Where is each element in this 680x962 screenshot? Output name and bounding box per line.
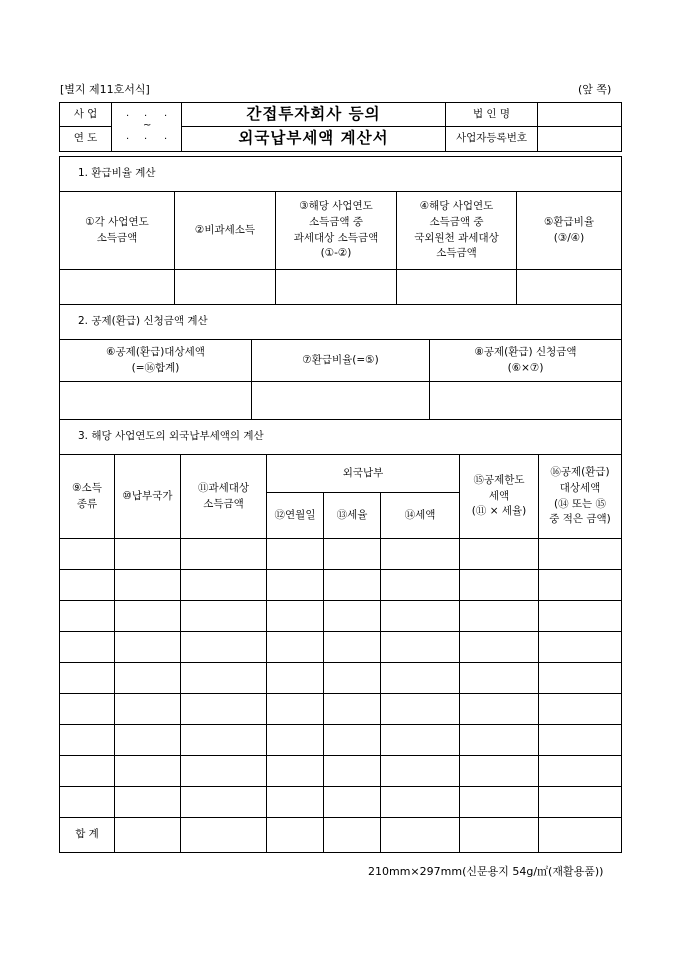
col13-header: ⑬세율 (324, 493, 381, 539)
business-year-label-line1: 사 업 (60, 103, 112, 127)
section3-title: 3. 해당 사업연도의 외국납부세액의 계산 (60, 420, 622, 455)
header-line: ③해당 사업연도 (299, 200, 373, 212)
table-cell[interactable] (324, 570, 381, 601)
table-cell[interactable] (181, 787, 267, 818)
header-line: 소득금액 (436, 247, 477, 260)
table-cell[interactable] (539, 570, 622, 601)
header-line: 국외원천 과세대상 (414, 231, 499, 244)
section1-title: 1. 환급비율 계산 (60, 157, 622, 192)
header-line: ⑧공제(환급) 신청금액 (474, 345, 577, 358)
income-amount-field[interactable] (60, 270, 175, 305)
table-cell[interactable] (267, 570, 324, 601)
col1-header (60, 192, 175, 270)
table-row (60, 787, 622, 818)
table-cell[interactable] (60, 756, 115, 787)
table-cell[interactable] (324, 539, 381, 570)
col6-header (60, 340, 252, 382)
total-cell[interactable] (115, 818, 181, 853)
date-tilde: ~ (143, 120, 152, 131)
total-cell[interactable] (539, 818, 622, 853)
table-row (60, 663, 622, 694)
table-cell[interactable] (324, 601, 381, 632)
table-row (60, 601, 622, 632)
table-cell[interactable] (460, 570, 539, 601)
table-cell[interactable] (381, 663, 460, 694)
table-cell[interactable] (181, 663, 267, 694)
table-cell[interactable] (115, 632, 181, 663)
foreign-source-income-field[interactable] (397, 270, 517, 305)
foreign-tax-rows (60, 539, 622, 818)
table-cell[interactable] (267, 787, 324, 818)
header-line: (⑭ 또는 ⑮ (553, 497, 607, 510)
reg-no-label: 사업자등록번호 (446, 127, 538, 151)
refund-request-amount-field[interactable] (430, 382, 622, 420)
table-cell[interactable] (181, 725, 267, 756)
col11-header (181, 455, 267, 539)
table-cell[interactable] (381, 539, 460, 570)
paper-spec-footer: 210mm×297mm(신문용지 54g/㎡(재활용품)) (368, 865, 604, 878)
table-cell[interactable] (539, 694, 622, 725)
table-cell[interactable] (60, 539, 115, 570)
table-cell[interactable] (381, 570, 460, 601)
table-cell[interactable] (460, 601, 539, 632)
total-cell[interactable] (324, 818, 381, 853)
header-line: 중 적은 금액) (549, 513, 611, 526)
col15-header (460, 455, 539, 539)
total-cell[interactable] (267, 818, 324, 853)
nontaxable-income-field[interactable] (175, 270, 276, 305)
table-cell[interactable] (60, 787, 115, 818)
form-title-line2: 외국납부세액 계산서 (182, 127, 446, 151)
table-cell[interactable] (267, 756, 324, 787)
table-cell[interactable] (267, 601, 324, 632)
header-line: (⑪ × 세율) (471, 505, 527, 518)
header-table (59, 102, 622, 152)
table-cell[interactable] (381, 632, 460, 663)
deductible-tax-field[interactable] (60, 382, 252, 420)
table-cell[interactable] (115, 570, 181, 601)
col10-header: ⑩납부국가 (115, 455, 181, 539)
total-cell[interactable] (181, 818, 267, 853)
foreign-paid-header: 외국납부 (267, 455, 460, 493)
table-cell[interactable] (381, 694, 460, 725)
table-cell[interactable] (267, 539, 324, 570)
date-dot: · (126, 111, 130, 122)
col4-header (397, 192, 517, 270)
business-year-period-field[interactable] (112, 103, 182, 152)
table-cell[interactable] (539, 663, 622, 694)
form-number: [별지 제11호서식] (60, 83, 150, 96)
table-cell[interactable] (60, 725, 115, 756)
table-row (60, 756, 622, 787)
col9-header (60, 455, 115, 539)
refund-ratio-copy-field[interactable] (252, 382, 430, 420)
table-cell[interactable] (539, 787, 622, 818)
header-line: ⑪과세대상 (197, 481, 250, 494)
table-cell[interactable] (381, 787, 460, 818)
date-dot: · (126, 134, 130, 145)
table-cell[interactable] (460, 694, 539, 725)
header-line: ⑤환급비율 (544, 215, 594, 228)
reg-no-field[interactable] (538, 127, 622, 151)
table-row (60, 725, 622, 756)
table-cell[interactable] (181, 632, 267, 663)
table-row (60, 694, 622, 725)
table-cell[interactable] (181, 756, 267, 787)
table-cell[interactable] (60, 632, 115, 663)
header-line: 종류 (76, 497, 98, 510)
header-line: 소득금액 중 (308, 215, 364, 228)
total-cell[interactable] (460, 818, 539, 853)
col14-header: ⑭세액 (381, 493, 460, 539)
header-line: (①-②) (320, 247, 352, 260)
table-cell[interactable] (460, 539, 539, 570)
col5-header (517, 192, 622, 270)
date-dot: · (164, 134, 168, 145)
header-line: (=⑯합계) (131, 361, 180, 374)
total-label: 합 계 (60, 818, 115, 853)
header-line: 소득금액 (96, 231, 138, 244)
table-cell[interactable] (115, 663, 181, 694)
table-cell[interactable] (324, 725, 381, 756)
corp-name-label: 법 인 명 (446, 103, 538, 127)
refund-ratio-table (59, 156, 622, 305)
table-cell[interactable] (60, 601, 115, 632)
table-cell[interactable] (267, 632, 324, 663)
taxable-income-field[interactable] (276, 270, 397, 305)
table-cell[interactable] (324, 787, 381, 818)
date-dot: · (144, 134, 148, 145)
header-line: 과세대상 소득금액 (293, 231, 379, 244)
table-cell[interactable] (324, 663, 381, 694)
header-line: ⑯공제(환급) (550, 466, 610, 478)
header-line: 세액 (488, 489, 510, 502)
header-line: (⑥×⑦) (507, 361, 544, 374)
col3-header (276, 192, 397, 270)
refund-ratio-field[interactable] (517, 270, 622, 305)
table-cell[interactable] (115, 601, 181, 632)
col2-header (175, 192, 276, 270)
table-cell[interactable] (267, 663, 324, 694)
col8-header (430, 340, 622, 382)
header-line: ⑨소득 (72, 481, 102, 494)
table-cell[interactable] (324, 694, 381, 725)
header-line: 대상세액 (559, 481, 601, 494)
header-line: 소득금액 (203, 497, 244, 510)
table-cell[interactable] (115, 756, 181, 787)
table-cell[interactable] (115, 539, 181, 570)
col12-header: ⑫연월일 (267, 493, 324, 539)
table-cell[interactable] (181, 694, 267, 725)
table-cell[interactable] (381, 601, 460, 632)
table-cell[interactable] (115, 694, 181, 725)
date-dot: · (144, 111, 148, 122)
table-row (60, 632, 622, 663)
table-cell[interactable] (381, 756, 460, 787)
refund-request-table (59, 304, 622, 420)
form-title-line1: 간접투자회사 등의 (182, 103, 446, 127)
col16-header (539, 455, 622, 539)
header-line: ⑮공제한도 (473, 473, 525, 486)
table-cell[interactable] (60, 663, 115, 694)
header-line: 소득금액 중 (429, 215, 484, 228)
table-cell[interactable] (115, 725, 181, 756)
page-side-label: (앞 쪽) (578, 83, 612, 96)
table-cell[interactable] (115, 787, 181, 818)
table-cell[interactable] (460, 663, 539, 694)
header-line: (③/④) (553, 231, 585, 244)
date-dot: · (164, 111, 168, 122)
table-cell[interactable] (324, 756, 381, 787)
corp-name-field[interactable] (538, 103, 622, 127)
table-cell[interactable] (381, 725, 460, 756)
total-cell[interactable] (381, 818, 460, 853)
table-cell[interactable] (460, 787, 539, 818)
table-cell[interactable] (539, 725, 622, 756)
table-row (60, 570, 622, 601)
table-cell[interactable] (460, 725, 539, 756)
table-cell[interactable] (267, 694, 324, 725)
business-year-label-line2: 연 도 (60, 127, 112, 151)
table-cell[interactable] (60, 570, 115, 601)
table-cell[interactable] (181, 601, 267, 632)
table-cell[interactable] (539, 601, 622, 632)
header-line: ②비과세소득 (194, 223, 256, 236)
section2-title: 2. 공제(환급) 신청금액 계산 (60, 305, 622, 340)
table-row (60, 539, 622, 570)
foreign-tax-table (59, 419, 622, 853)
table-cell[interactable] (539, 632, 622, 663)
col7-header (252, 340, 430, 382)
table-cell[interactable] (460, 756, 539, 787)
table-cell[interactable] (460, 632, 539, 663)
table-cell[interactable] (267, 725, 324, 756)
header-line: ⑦환급비율(=⑤) (302, 353, 379, 366)
header-line: ④해당 사업연도 (419, 200, 494, 212)
table-cell[interactable] (539, 756, 622, 787)
table-cell[interactable] (181, 539, 267, 570)
header-line: ⑥공제(환급)대상세액 (106, 345, 205, 358)
table-cell[interactable] (324, 632, 381, 663)
header-line: ①각 사업연도 (85, 215, 149, 228)
table-cell[interactable] (60, 694, 115, 725)
table-cell[interactable] (539, 539, 622, 570)
table-cell[interactable] (181, 570, 267, 601)
